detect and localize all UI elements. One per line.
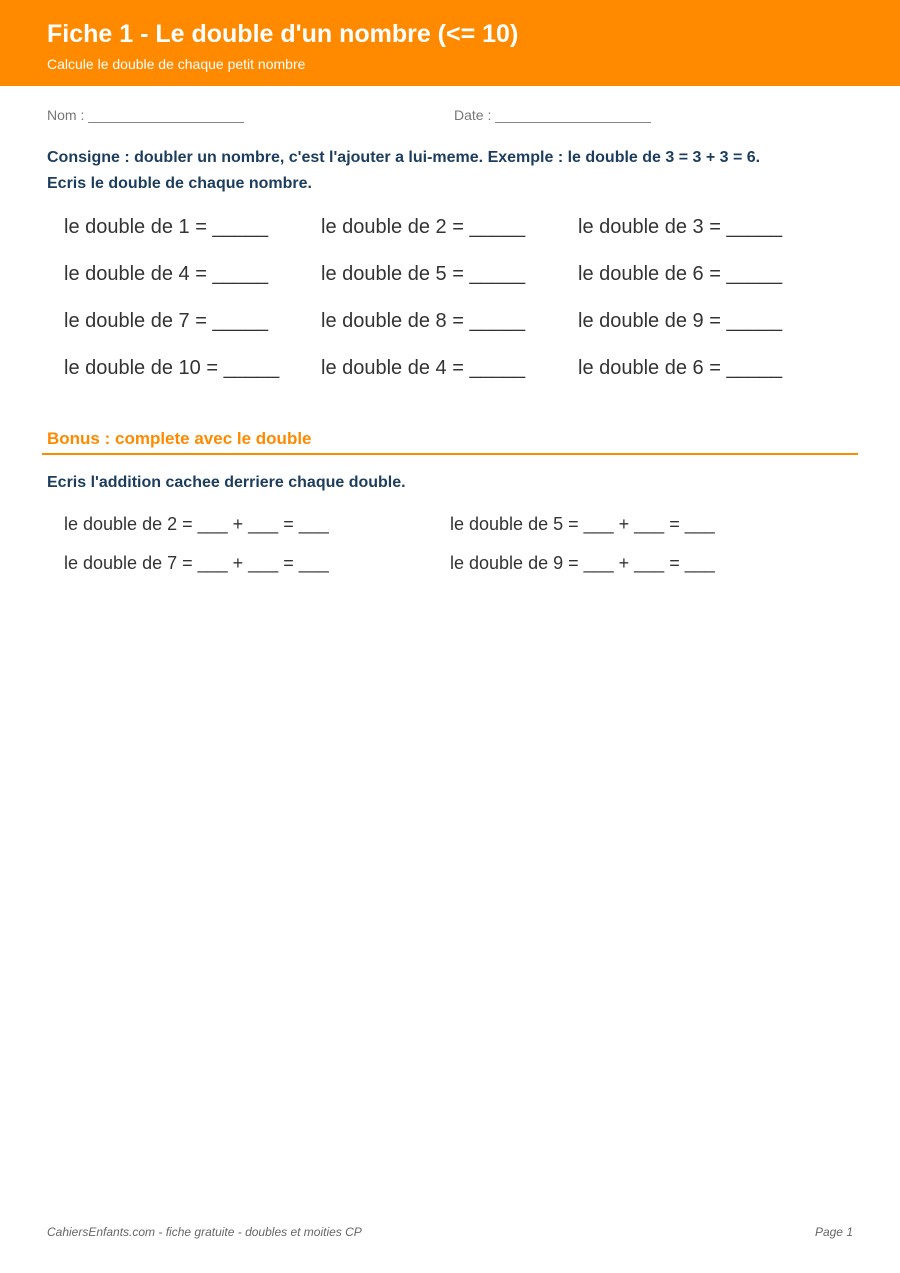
exercise-item: le double de 4 = _____: [321, 357, 526, 379]
exercise-item: le double de 6 = _____: [578, 357, 783, 379]
bonus-divider: [42, 453, 858, 455]
exercise-item: le double de 1 = _____: [64, 216, 269, 238]
bonus-title: Bonus : complete avec le double: [47, 429, 312, 448]
instruction-line-2: Ecris le double de chaque nombre.: [47, 175, 312, 192]
page-number: Page 1: [814, 1225, 853, 1239]
page-subtitle: Calcule le double de chaque petit nombre: [47, 56, 306, 72]
exercise-item: le double de 8 = _____: [321, 310, 526, 332]
bonus-instruction: Ecris l'addition cachee derriere chaque double.: [47, 474, 406, 491]
exercise-item: le double de 6 = _____: [578, 263, 783, 285]
bonus-item: le double de 2 = ___ + ___ = ___: [64, 514, 329, 534]
page-header: [0, 0, 900, 86]
bonus-item: le double de 9 = ___ + ___ = ___: [450, 553, 715, 573]
bonus-item: le double de 5 = ___ + ___ = ___: [450, 514, 715, 534]
exercise-item: le double de 10 = _____: [64, 357, 280, 379]
page-title: Fiche 1 - Le double d'un nombre (<= 10): [47, 20, 519, 48]
date-field: Date : ____________________: [454, 107, 651, 123]
instruction-line-1: Consigne : doubler un nombre, c'est l'ajouter a lui-meme. Exemple : le double de 3 = 3 + 3 = 6.: [47, 149, 761, 166]
exercise-item: le double de 9 = _____: [578, 310, 783, 332]
bonus-item: le double de 7 = ___ + ___ = ___: [64, 553, 329, 573]
exercise-item: le double de 4 = _____: [64, 263, 269, 285]
exercise-item: le double de 5 = _____: [321, 263, 526, 285]
footer-source: CahiersEnfants.com - fiche gratuite - doubles et moities CP: [47, 1225, 362, 1239]
exercise-item: le double de 7 = _____: [64, 310, 269, 332]
exercise-item: le double de 2 = _____: [321, 216, 526, 238]
name-field: Nom : ____________________: [47, 107, 244, 123]
exercise-item: le double de 3 = _____: [578, 216, 783, 238]
